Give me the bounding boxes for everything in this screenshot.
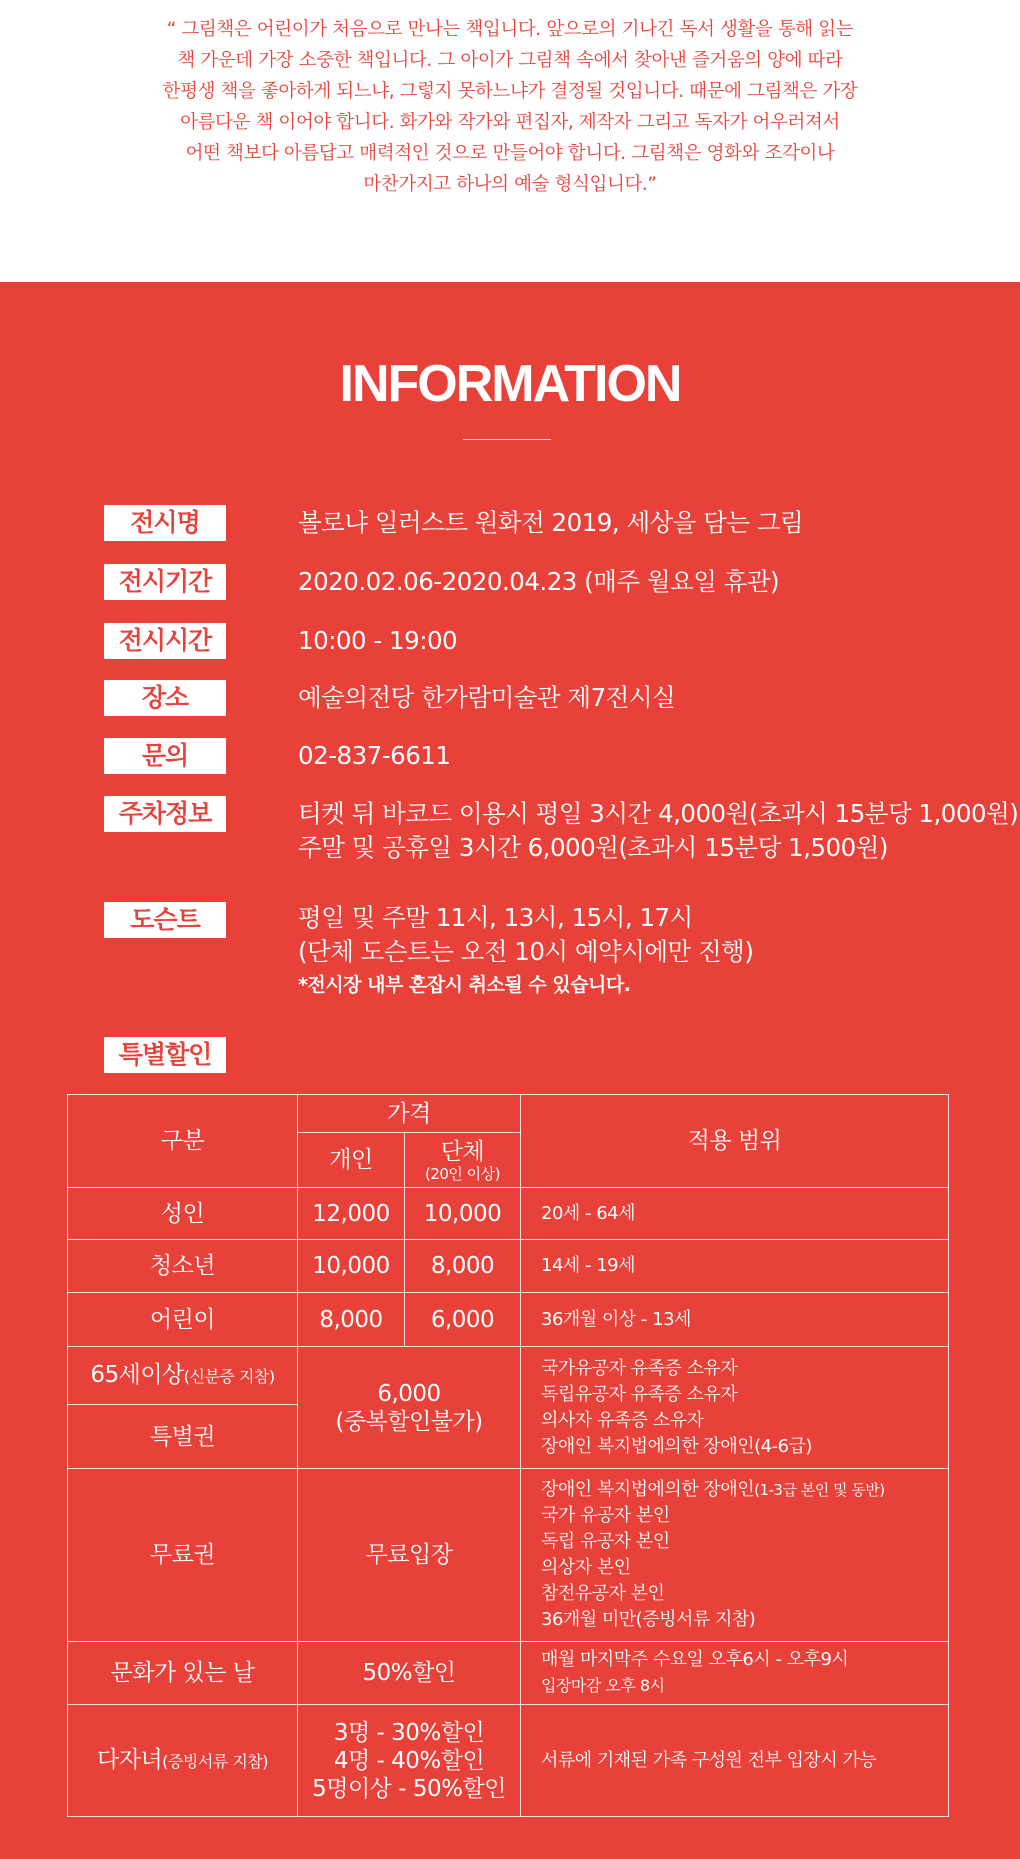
row-group: 8,000 xyxy=(405,1240,521,1293)
info-value-line: 볼로냐 일러스트 원화전 2019, 세상을 담는 그림 xyxy=(298,508,804,537)
info-label: 주차정보 xyxy=(104,796,226,832)
multi-category: 다자녀 xyxy=(97,1746,163,1773)
senior-category: 65세이상 xyxy=(90,1361,184,1388)
table-row xyxy=(68,1188,949,1240)
info-value-line: 02-837-6611 xyxy=(298,741,451,770)
senior-price-value: 6,000 xyxy=(377,1380,441,1407)
header-scope: 적용 범위 xyxy=(521,1095,949,1188)
scope-line: 의상자 본인 xyxy=(541,1557,631,1578)
table-row xyxy=(68,1642,949,1705)
intro-line: 한평생 책을 좋아하게 되느냐, 그렇지 못하느냐가 결정될 것입니다. 때문에 그림책은 가장 xyxy=(162,81,858,102)
title-divider xyxy=(463,439,551,440)
table-row xyxy=(68,1705,949,1817)
discount-table xyxy=(67,1094,949,1817)
row-category: 문화가 있는 날 xyxy=(68,1642,298,1705)
info-value-line: 주말 및 공휴일 3시간 6,000원(초과시 15분당 1,500원) xyxy=(298,833,888,862)
info-label: 문의 xyxy=(104,738,226,774)
table-row xyxy=(68,1469,949,1642)
row-individual: 8,000 xyxy=(298,1293,405,1347)
scope-first: 장애인 복지법에의한 장애인 xyxy=(541,1479,755,1500)
culture-price: 50%할인 xyxy=(298,1642,521,1705)
scope-line: 매월 마지막주 수요일 오후6시 - 오후9시 xyxy=(541,1649,849,1670)
info-value-line: 2020.02.06-2020.04.23 (매주 월요일 휴관) xyxy=(298,567,780,596)
multi-price xyxy=(298,1705,521,1817)
info-label: 도슨트 xyxy=(104,902,226,938)
scope-line: 독립유공자 유족증 소유자 xyxy=(541,1383,738,1405)
multi-price-line: 5명이상 - 50%할인 xyxy=(312,1775,506,1802)
header-group-note: (20인 이상) xyxy=(424,1165,501,1183)
information-section xyxy=(0,282,1020,1859)
info-value xyxy=(298,565,779,599)
info-value-line: 10:00 - 19:00 xyxy=(298,626,458,655)
info-value xyxy=(298,624,457,658)
info-value-line: (단체 도슨트는 오전 10시 예약시에만 진행) xyxy=(298,937,754,966)
row-category: 특별권 xyxy=(68,1405,298,1469)
row-category: 청소년 xyxy=(68,1240,298,1293)
scope-line: 36개월 미만(증빙서류 지참) xyxy=(541,1609,756,1630)
scope-line: 국가유공자 유족증 소유자 xyxy=(541,1357,738,1379)
row-scope: 20세 - 64세 xyxy=(521,1188,949,1240)
info-label: 전시기간 xyxy=(104,564,226,600)
header-group-label: 단체 xyxy=(440,1139,485,1165)
intro-line: 아름다운 책 이어야 합니다. 화가와 작가와 편집자, 제작자 그리고 독자가 어우러져서 xyxy=(180,112,840,133)
row-group: 10,000 xyxy=(405,1188,521,1240)
header-individual: 개인 xyxy=(298,1133,405,1188)
scope-note: 입장마감 오후 8시 xyxy=(541,1676,665,1695)
senior-scope xyxy=(521,1347,949,1469)
multi-scope: 서류에 기재된 가족 구성원 전부 입장시 가능 xyxy=(521,1705,949,1817)
info-value xyxy=(298,506,803,540)
intro-line: 어떤 책보다 아름답고 매력적인 것으로 만들어야 합니다. 그림책은 영화와 조각이나 xyxy=(185,143,835,164)
table-row xyxy=(68,1293,949,1347)
intro-quote xyxy=(0,0,1020,282)
scope-line: 의사자 유족증 소유자 xyxy=(541,1409,704,1431)
info-value xyxy=(298,739,450,773)
info-value xyxy=(298,901,753,1001)
header-category: 구분 xyxy=(68,1095,298,1188)
intro-line: 책 가운데 가장 소중한 책입니다. 그 아이가 그림책 속에서 찾아낸 즐거움의 양에 따라 xyxy=(177,50,843,71)
discount-label: 특별할인 xyxy=(104,1037,226,1073)
multi-price-line: 3명 - 30%할인 xyxy=(333,1719,485,1746)
header-price: 가격 xyxy=(298,1095,521,1133)
intro-line: “ 그림책은 어린이가 처음으로 만나는 책입니다. 앞으로의 기나긴 독서 생활을 통해 읽는 xyxy=(166,19,854,40)
free-price: 무료입장 xyxy=(298,1469,521,1642)
info-value xyxy=(298,797,1018,865)
free-scope xyxy=(521,1469,949,1642)
info-value xyxy=(298,681,675,715)
table-row xyxy=(68,1240,949,1293)
info-value-line: 티켓 뒤 바코드 이용시 평일 3시간 4,000원(초과시 15분당 1,000원) xyxy=(298,799,1019,828)
scope-line: 국가 유공자 본인 xyxy=(541,1505,670,1526)
row-individual: 12,000 xyxy=(298,1188,405,1240)
info-value-line: 예술의전당 한가람미술관 제7전시실 xyxy=(298,683,676,712)
scope-line: 참전유공자 본인 xyxy=(541,1583,665,1604)
intro-line: 마찬가지고 하나의 예술 형식입니다.” xyxy=(363,174,657,195)
scope-line: 독립 유공자 본인 xyxy=(541,1531,670,1552)
senior-price xyxy=(298,1347,521,1469)
row-category: 성인 xyxy=(68,1188,298,1240)
info-label: 전시명 xyxy=(104,505,226,541)
header-group xyxy=(405,1133,521,1188)
scope-line: 장애인 복지법에의한 장애인(4-6급) xyxy=(541,1435,812,1457)
scope-first-note: (1-3급 본인 및 동반) xyxy=(754,1481,885,1499)
row-group: 6,000 xyxy=(405,1293,521,1347)
multi-category-note: (증빙서류 지참) xyxy=(162,1751,268,1771)
row-category xyxy=(68,1705,298,1817)
table-row xyxy=(68,1347,949,1405)
multi-price-line: 4명 - 40%할인 xyxy=(333,1747,485,1774)
table-header-row xyxy=(68,1095,949,1133)
info-label: 전시시간 xyxy=(104,623,226,659)
senior-price-note: (중복할인불가) xyxy=(335,1408,483,1435)
row-category xyxy=(68,1347,298,1405)
row-scope: 36개월 이상 - 13세 xyxy=(521,1293,949,1347)
culture-scope xyxy=(521,1642,949,1705)
info-label: 장소 xyxy=(104,680,226,716)
row-scope: 14세 - 19세 xyxy=(521,1240,949,1293)
section-title: INFORMATION xyxy=(339,355,681,413)
row-category: 무료권 xyxy=(68,1469,298,1642)
senior-category-note: (신분증 지참) xyxy=(183,1366,275,1386)
scope-line xyxy=(541,1477,948,1503)
row-category: 어린이 xyxy=(68,1293,298,1347)
row-individual: 10,000 xyxy=(298,1240,405,1293)
info-value-line: 평일 및 주말 11시, 13시, 15시, 17시 xyxy=(298,903,693,932)
info-note: *전시장 내부 혼잡시 취소될 수 있습니다. xyxy=(298,974,631,996)
